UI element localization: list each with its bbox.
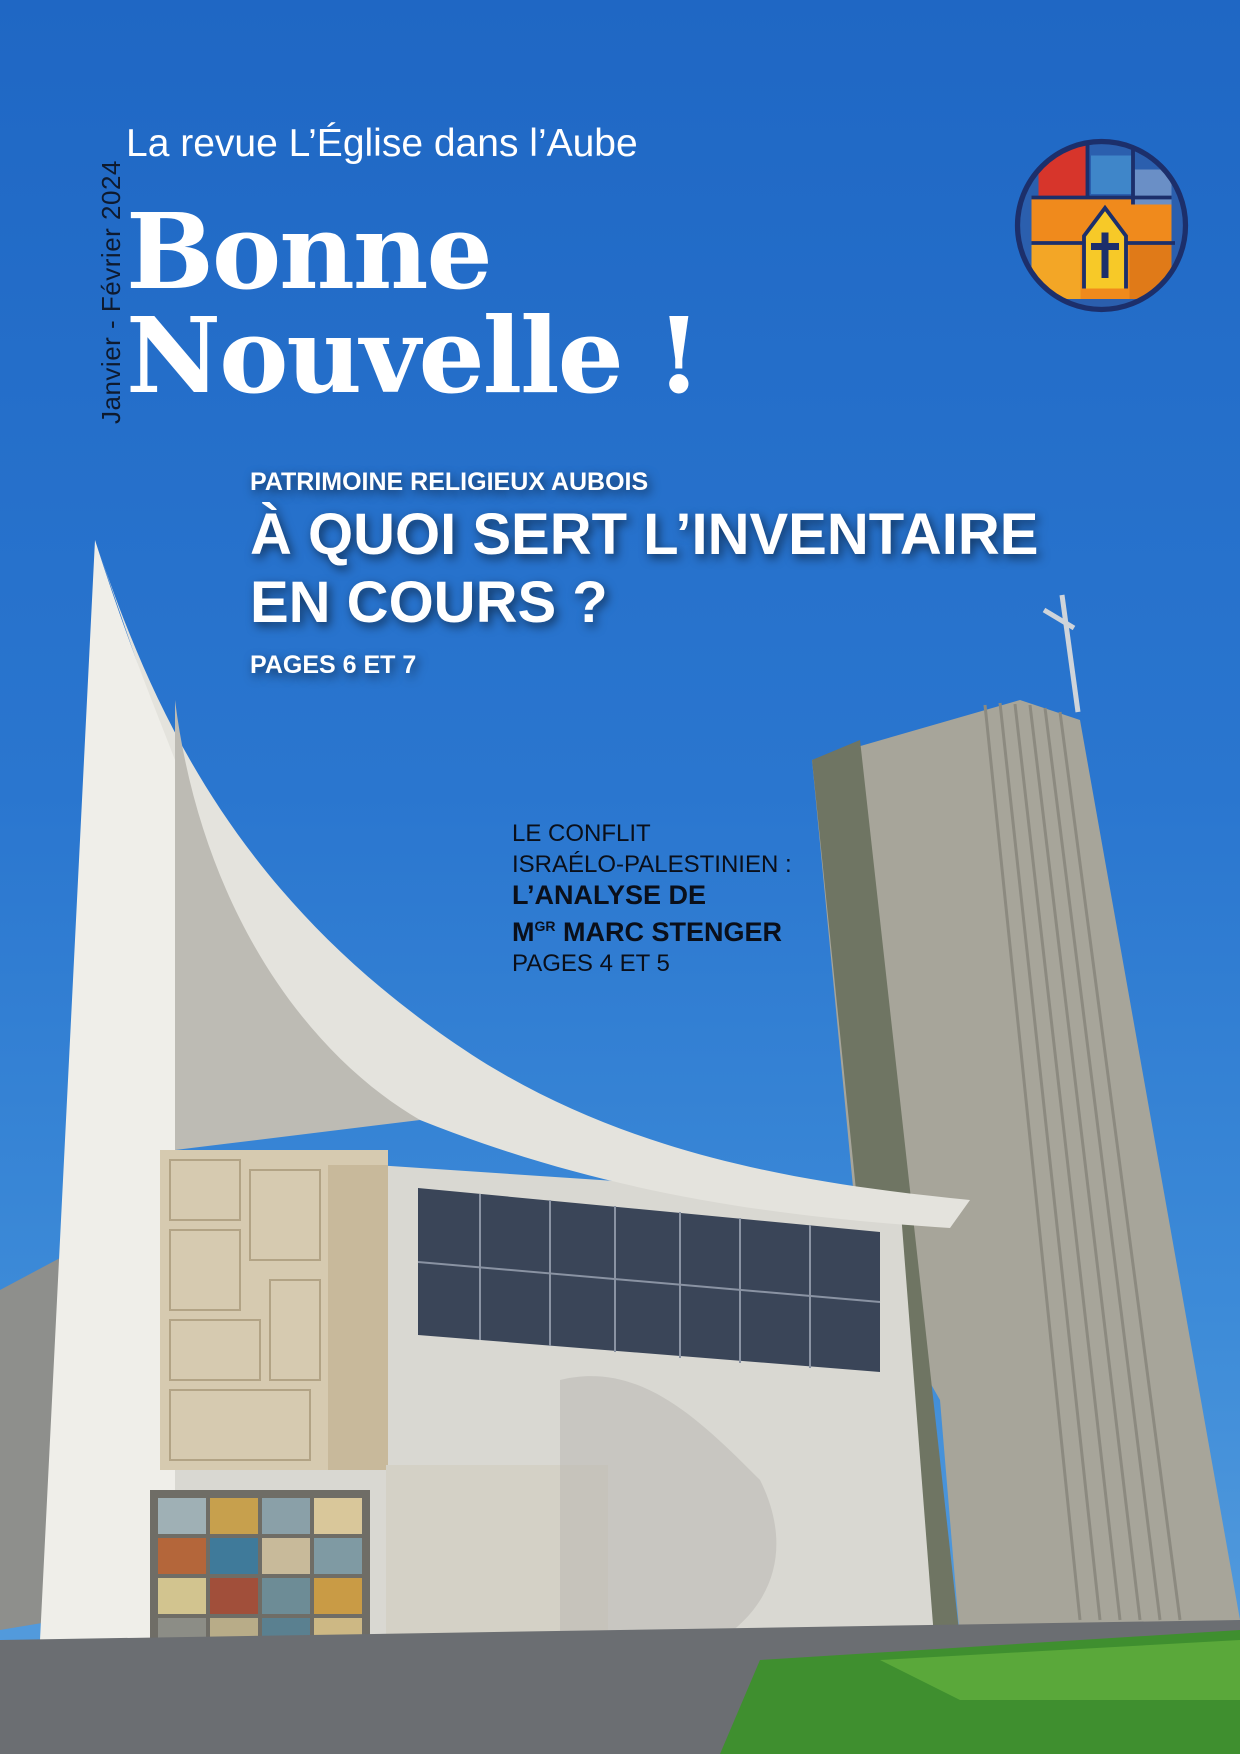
diocese-logo-icon: [1014, 138, 1189, 313]
secondary-line-2: ISRAÉLO-PALESTINIEN :: [512, 851, 792, 878]
author-name: MARC STENGER: [555, 917, 783, 947]
mgr-superscript: GR: [534, 918, 556, 934]
revue-subtitle: La revue L’Église dans l’Aube: [126, 122, 638, 165]
secondary-article: [512, 818, 792, 979]
secondary-line-4: [512, 911, 792, 948]
title-line-2: Nouvelle !: [126, 294, 700, 417]
secondary-line-3: L’ANALYSE DE: [512, 880, 707, 910]
headline-line-1: À QUOI SERT L’INVENTAIRE: [250, 502, 1039, 567]
headline-line-2: EN COURS ?: [250, 570, 608, 635]
issue-date: Janvier - Février 2024: [96, 160, 126, 424]
secondary-line-1: LE CONFLIT: [512, 820, 651, 847]
mgr-prefix: M: [512, 917, 535, 947]
feature-kicker: PATRIMOINE RELIGIEUX AUBOIS: [250, 468, 649, 496]
feature-headline: [250, 501, 1038, 637]
feature-pages: PAGES 6 ET 7: [250, 651, 417, 679]
magazine-title: [126, 190, 700, 417]
feature-article: [250, 468, 1038, 680]
title-line-1: Bonne: [126, 190, 491, 313]
secondary-pages: PAGES 4 ET 5: [512, 950, 670, 977]
